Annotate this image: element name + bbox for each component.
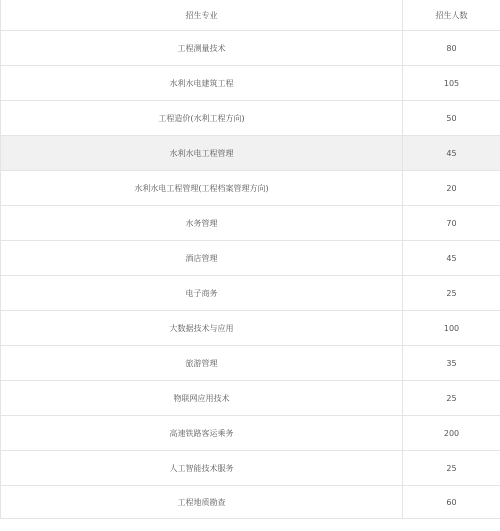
count-cell: 60 [403, 486, 500, 519]
count-cell: 70 [403, 206, 500, 241]
count-cell: 200 [403, 416, 500, 451]
major-cell: 大数据技术与应用 [1, 311, 403, 346]
table-row [1, 311, 500, 346]
major-cell: 工程测量技术 [1, 31, 403, 66]
header-count: 招生人数 [403, 0, 500, 31]
major-cell: 电子商务 [1, 276, 403, 311]
major-cell: 旅游管理 [1, 346, 403, 381]
count-cell: 100 [403, 311, 500, 346]
count-cell: 80 [403, 31, 500, 66]
header-major: 招生专业 [1, 0, 403, 31]
table-row [1, 101, 500, 136]
table-row [1, 206, 500, 241]
table-row-highlighted [1, 136, 500, 171]
count-cell: 45 [403, 241, 500, 276]
major-cell: 工程造价(水利工程方向) [1, 101, 403, 136]
table-row [1, 31, 500, 66]
count-cell: 50 [403, 101, 500, 136]
major-cell: 人工智能技术服务 [1, 451, 403, 486]
table-row [1, 416, 500, 451]
major-cell: 工程地质勘查 [1, 486, 403, 519]
count-cell: 25 [403, 451, 500, 486]
count-cell: 25 [403, 381, 500, 416]
count-cell: 105 [403, 66, 500, 101]
major-cell: 高速铁路客运乘务 [1, 416, 403, 451]
major-cell: 水利水电工程管理(工程档案管理方向) [1, 171, 403, 206]
major-cell: 物联网应用技术 [1, 381, 403, 416]
count-cell: 20 [403, 171, 500, 206]
table-row [1, 276, 500, 311]
table-row [1, 346, 500, 381]
count-cell: 25 [403, 276, 500, 311]
major-cell: 水利水电工程管理 [1, 136, 403, 171]
table-header-row [1, 0, 500, 31]
major-cell: 水利水电建筑工程 [1, 66, 403, 101]
table-row [1, 66, 500, 101]
major-cell: 水务管理 [1, 206, 403, 241]
table-row [1, 241, 500, 276]
major-cell: 酒店管理 [1, 241, 403, 276]
table-row [1, 451, 500, 486]
count-cell: 45 [403, 136, 500, 171]
table-row [1, 381, 500, 416]
count-cell: 35 [403, 346, 500, 381]
table-row [1, 486, 500, 519]
table-row [1, 171, 500, 206]
